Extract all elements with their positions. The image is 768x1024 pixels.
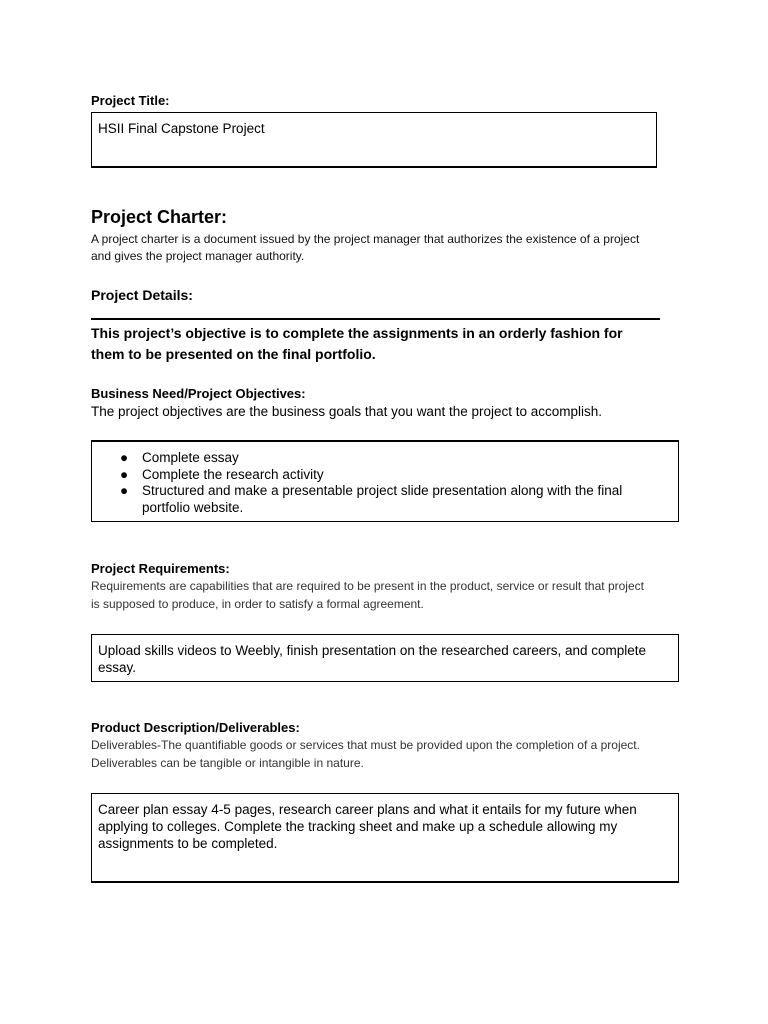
objective-item-text: Complete the research activity — [142, 466, 324, 482]
charter-description-line-2: and gives the project manager authority. — [91, 248, 305, 263]
project-objective-statement — [91, 323, 711, 365]
deliverables-field[interactable] — [91, 793, 679, 883]
bullet-icon: ● — [120, 450, 129, 465]
list-item — [92, 483, 642, 516]
project-requirements-value: Upload skills videos to Weebly, finish presentation on the researched careers, and complete essay. — [98, 643, 647, 675]
requirements-description-line-2: is supposed to produce, in order to satisfy a formal agreement. — [91, 596, 424, 611]
project-requirements-heading: Project Requirements: — [91, 561, 230, 576]
deliverables-description — [91, 737, 711, 772]
deliverables-heading: Product Description/Deliverables: — [91, 720, 300, 735]
bullet-icon: ● — [120, 483, 129, 498]
deliverables-description-line-1: Deliverables-The quantifiable goods or services that must be provided upon the completion of a project. — [91, 738, 640, 752]
bullet-icon: ● — [120, 466, 129, 482]
project-title-field[interactable] — [91, 112, 657, 168]
business-need-heading: Business Need/Project Objectives: — [91, 386, 306, 401]
project-title-label: Project Title: — [91, 93, 170, 108]
objective-statement-line-2: them to be presented on the final portfolio. — [91, 346, 376, 362]
objective-item-text: Structured and make a presentable project slide presentation along with the final portfolio website. — [142, 483, 623, 515]
list-item — [92, 450, 642, 467]
deliverables-value: Career plan essay 4-5 pages, research career plans and what it entails for my future when applying to colleges. Complete the tracking sheet and make up a schedule allowing my assignments to be completed. — [98, 802, 637, 851]
project-charter-heading: Project Charter: — [91, 207, 228, 227]
project-title-value: HSII Final Capstone Project — [98, 121, 265, 136]
list-item — [92, 467, 642, 484]
business-need-description: The project objectives are the business goals that you want the project to accomplish. — [91, 404, 603, 419]
project-charter-description — [91, 231, 691, 264]
project-requirements-description — [91, 578, 711, 613]
project-details-heading: Project Details: — [91, 287, 193, 303]
project-requirements-field[interactable] — [91, 634, 679, 682]
objective-item-text: Complete essay — [142, 450, 239, 465]
objective-statement-line-1: This project’s objective is to complete the assignments in an orderly fashion for — [91, 325, 623, 341]
business-objectives-list — [92, 450, 672, 516]
requirements-description-line-1: Requirements are capabilities that are required to be present in the product, service or result that project — [91, 579, 644, 593]
details-divider-line — [91, 318, 660, 320]
business-objectives-field[interactable] — [91, 440, 679, 522]
deliverables-description-line-2: Deliverables can be tangible or intangible in nature. — [91, 755, 364, 770]
charter-description-line-1: A project charter is a document issued by the project manager that authorizes the existence of a project — [91, 232, 640, 246]
